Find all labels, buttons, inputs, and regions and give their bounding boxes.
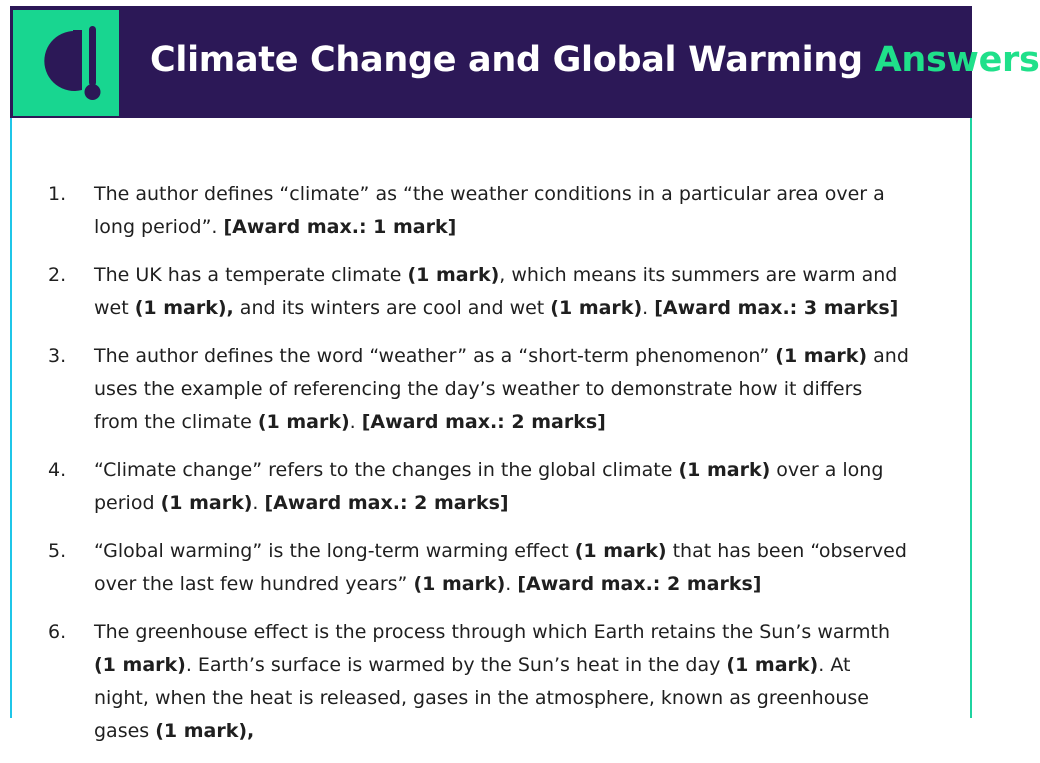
mark-label: (1 mark) [94,654,186,676]
answer-text-segment: and uses the example of referencing the day’s weather to demonstrate how it differs from the climate [94,345,909,433]
answer-item [10,454,910,520]
mark-label: (1 mark) [550,297,643,319]
logo [13,10,119,116]
mark-label: (1 mark) [775,345,868,367]
mark-label: (1 mark) [678,459,771,481]
award-mark: [Award max.: 2 marks] [264,492,509,514]
mark-label: (1 mark) [413,573,506,595]
answer-number: 4. [48,459,67,481]
answer-text-segment: “Climate change” refers to the changes in the global climate [94,459,679,481]
answer-number: 3. [48,345,67,367]
answer-text [94,183,885,238]
answer-text-segment: . [505,573,518,595]
thermometer-globe-icon [13,10,119,116]
answer-number: 2. [48,264,67,286]
answer-text-segment: that has been “observed over the last few hundred years” [94,540,907,595]
award-mark: [Award max.: 2 marks] [517,573,762,595]
answer-item [10,259,910,325]
answer-text-segment: . Earth’s surface is warmed by the Sun’s heat in the day [185,654,727,676]
answer-text [94,264,898,319]
award-mark: [Award max.: 2 marks] [361,411,606,433]
answer-number: 6. [48,621,67,643]
mark-label: (1 mark) [160,492,253,514]
mark-label: (1 mark), [155,720,255,742]
award-mark: [Award max.: 1 mark] [223,216,457,238]
mark-label: (1 mark) [407,264,500,286]
header-banner [10,6,1040,118]
answer-text-segment: The UK has a temperate climate [94,264,408,286]
answer-text-segment: “Global warming” is the long-term warming effect [94,540,575,562]
answer-item [10,616,910,748]
mark-label: (1 mark), [134,297,234,319]
answer-item [10,340,910,439]
answer-list [10,178,910,763]
award-mark: [Award max.: 3 marks] [654,297,899,319]
answer-number: 1. [48,183,67,205]
mark-label: (1 mark) [257,411,350,433]
title-main: Climate Change and Global Warming [150,40,863,80]
mark-label: (1 mark) [726,654,819,676]
answer-text-segment: The author defines the word “weather” as a “short-term phenomenon” [94,345,776,367]
answer-text-segment: , which means its summers are warm and wet [94,264,898,319]
answer-text [94,540,907,595]
answer-text-segment: The greenhouse effect is the process through which Earth retains the Sun’s warmth [94,621,890,643]
answer-item [10,178,910,244]
answer-text-segment: . At night, when the heat is released, gases in the atmosphere, known as greenhouse gases [94,654,869,742]
page-title [150,40,1040,80]
answer-number: 5. [48,540,67,562]
answer-text-segment: . [349,411,362,433]
title-accent: Answers [874,40,1040,80]
answer-text-segment: and its winters are cool and wet [233,297,551,319]
answer-text-segment: . [252,492,265,514]
answer-text [94,459,883,514]
answer-text-segment: over a long period [94,459,884,514]
answer-text-segment: The author defines “climate” as “the weather conditions in a particular area over a long period”. [94,183,885,238]
answer-text [94,621,890,742]
answer-text-segment: . [642,297,655,319]
mark-label: (1 mark) [574,540,667,562]
answer-text [94,345,909,433]
answer-item [10,535,910,601]
